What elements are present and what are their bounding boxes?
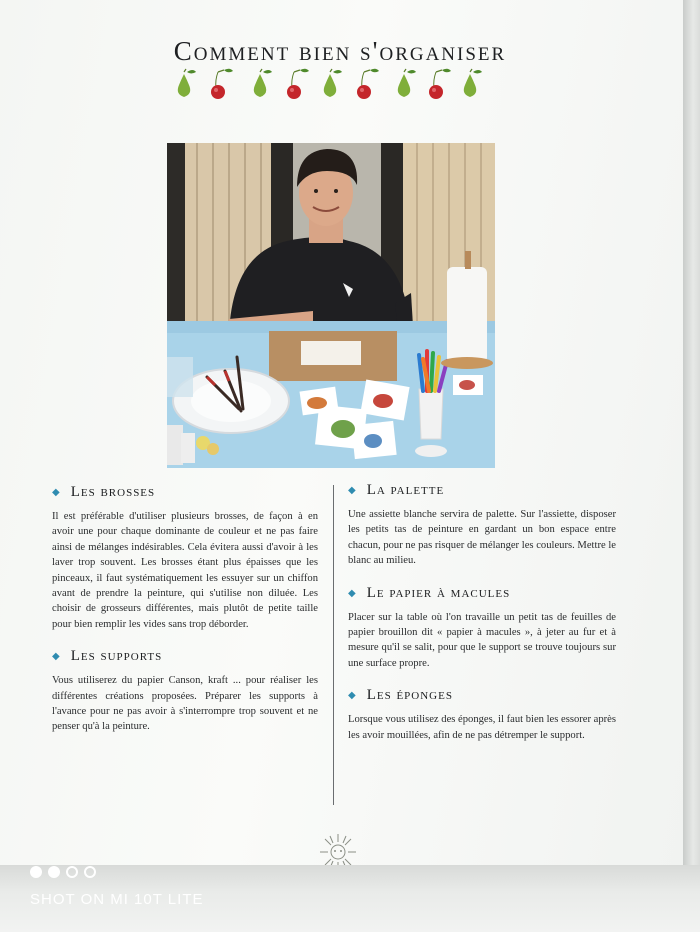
left-column <box>52 484 318 751</box>
dot-icon <box>48 866 60 878</box>
cherry-icon <box>429 69 451 99</box>
pear-icon <box>398 69 416 97</box>
pear-icon <box>464 69 482 97</box>
section-heading-papier: ◆ Le papier à macules <box>348 584 511 601</box>
pear-icon <box>254 69 272 97</box>
camera-watermark: SHOT ON MI 10T LITE <box>30 891 204 908</box>
pear-icon <box>324 69 342 97</box>
section-text-papier: Placer sur la table où l'on travaille un petit tas de feuilles de papier brouillon dit « papier à macules », à jeter au fur et à mesure qu'il se salit, pour que le support se trouve toujours sur une surface propre. <box>348 611 616 669</box>
page-title: Comment bien s'organiser <box>173 36 507 66</box>
section-text-supports: Vous utiliserez du papier Canson, kraft ... pour réaliser les différentes créations proposées. Préparer les supports à l'avance pour ne pas avoir à s'interrompre trop souvent et ne penser qu'à la peinture. <box>52 675 318 733</box>
right-column <box>348 482 616 759</box>
section-text-brosses: Il est préférable d'utiliser plusieurs brosses, de façon à en avoir une pour chaque dominante de couleur et ne pas faire ainsi de mélanges indésirables. Cela évitera aussi d'avoir à les laver trop souvent. Les brosses étant plus épaisses que les pinceaux, il faut systématiquement les essuyer sur un chiffon avant de prendre la peinture, qui s'utilise non diluée. Les choisir de grosseurs différentes, mais plutôt de petite taille pour bien remplir les vides sans trop déborder. <box>52 511 318 630</box>
fruit-decoration-row <box>170 68 490 102</box>
pear-icon <box>178 69 196 97</box>
cherry-icon <box>357 69 379 99</box>
page-edge <box>683 0 700 868</box>
camera-watermark-dots <box>30 866 96 878</box>
child-painting-photo <box>167 143 495 468</box>
dot-icon <box>30 866 42 878</box>
section-heading-palette: ◆ La palette <box>348 482 445 498</box>
section-heading-eponges: ◆ Les éponges <box>348 687 453 704</box>
diamond-bullet-icon: ◆ <box>348 587 357 599</box>
cherry-icon <box>211 69 233 99</box>
diamond-bullet-icon: ◆ <box>348 485 357 496</box>
diamond-bullet-icon: ◆ <box>52 651 61 663</box>
column-divider <box>333 485 334 805</box>
diamond-bullet-icon: ◆ <box>52 487 61 498</box>
dot-icon <box>84 866 96 878</box>
dot-icon <box>66 866 78 878</box>
section-heading-brosses: ◆ Les brosses <box>52 484 156 500</box>
section-text-palette: Une assiette blanche servira de palette. Sur l'assiette, disposer les petits tas de peinture en gardant un bon espace entre chacun, pour ne pas risquer de mélanger les couleurs. Mettre le blanc au milieu. <box>348 509 616 567</box>
cherry-icon <box>287 69 309 99</box>
section-heading-supports: ◆ Les supports <box>52 648 163 665</box>
diamond-bullet-icon: ◆ <box>348 690 357 702</box>
section-text-eponges: Lorsque vous utilisez des éponges, il faut bien les essorer après les avoir mouillées, afin de ne pas détremper le support. <box>348 714 617 741</box>
